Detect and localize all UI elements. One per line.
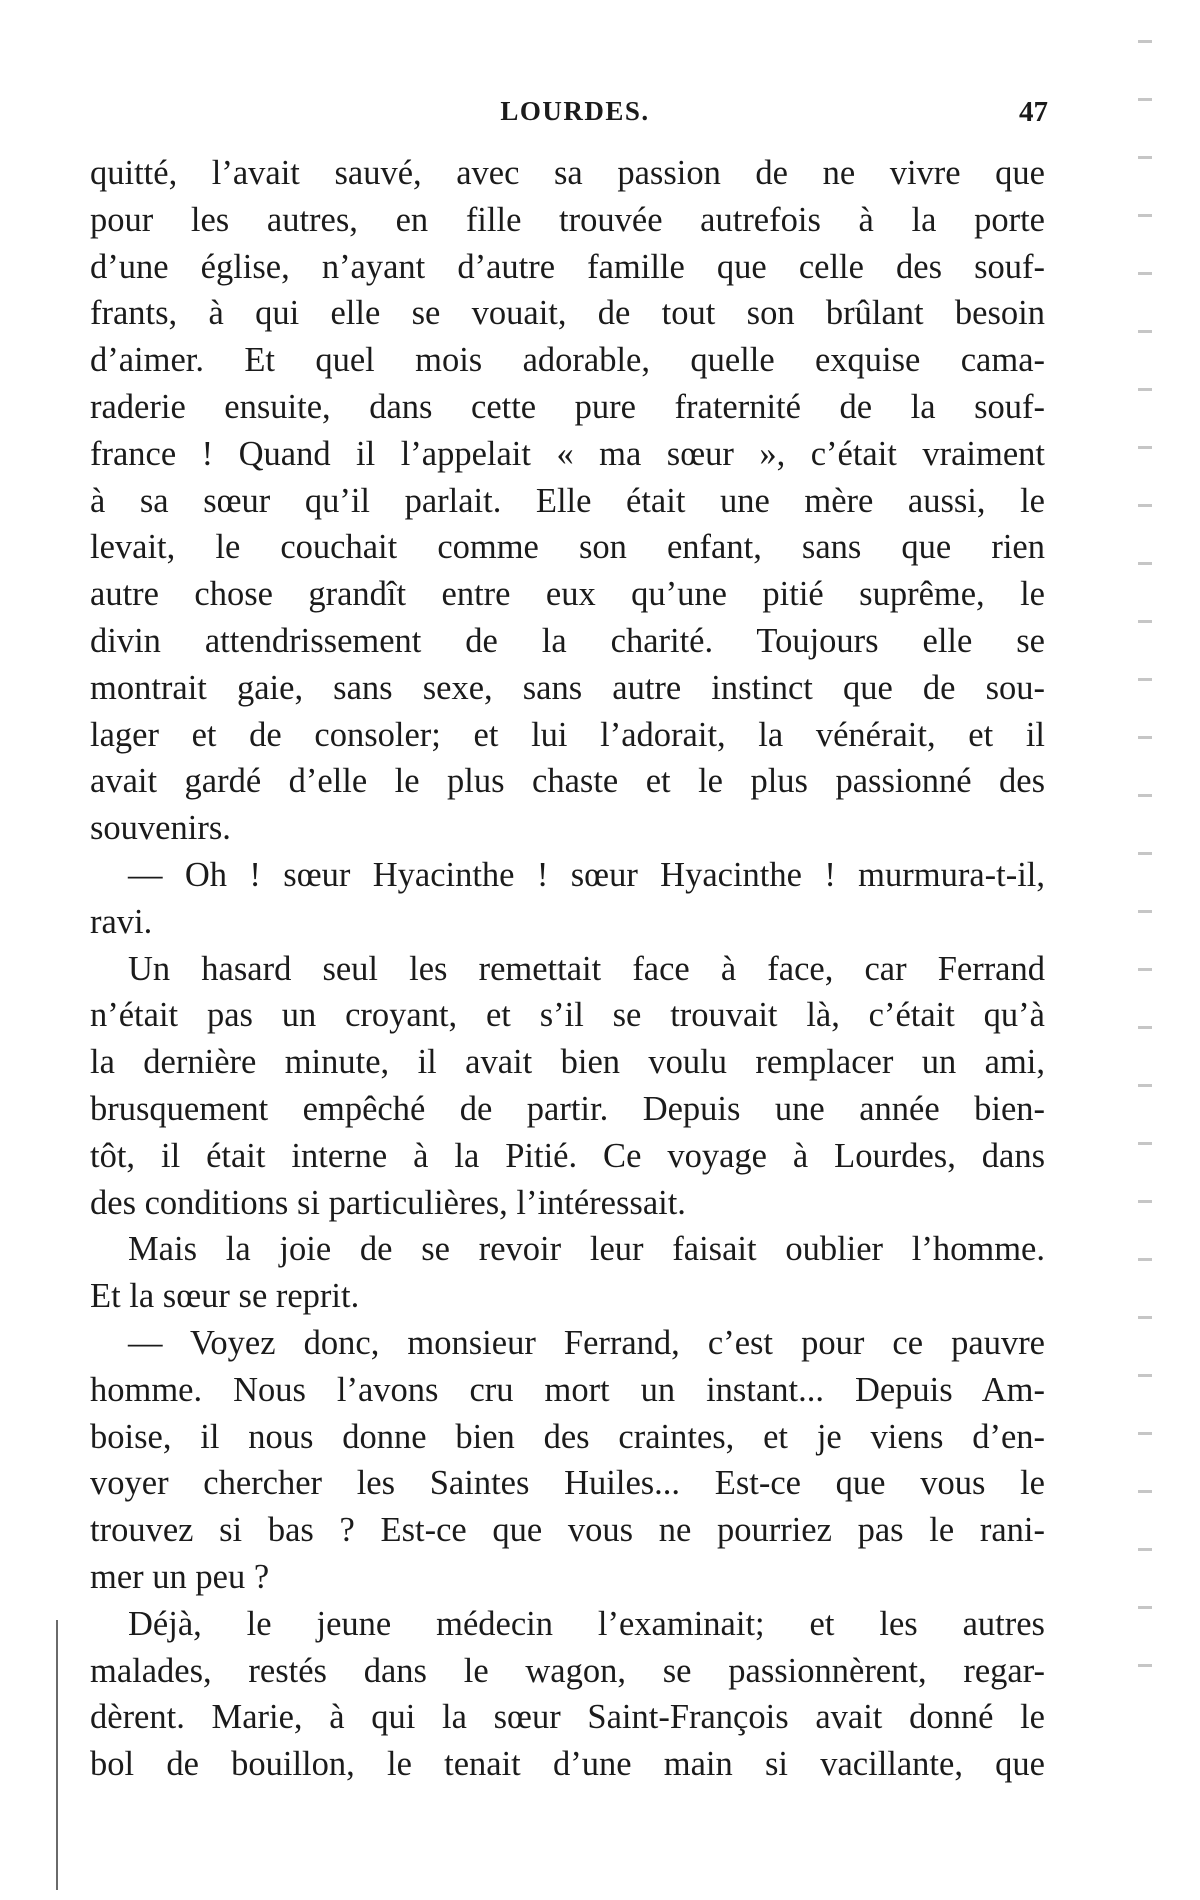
text-line: malades, restés dans le wagon, se passionnèrent, regar-	[90, 1651, 1045, 1690]
text-line: autre chose grandît entre eux qu’une pitié suprême, le	[90, 575, 1045, 614]
text-line: raderie ensuite, dans cette pure fraternité de la souf-	[90, 387, 1045, 426]
text-line: n’était pas un croyant, et s’il se trouvait là, c’était qu’à	[90, 996, 1045, 1035]
text-line: trouvez si bas ? Est-ce que vous ne pourriez pas le rani-	[90, 1511, 1045, 1550]
text-line: d’aimer. Et quel mois adorable, quelle exquise cama-	[90, 341, 1045, 380]
page-number: 47	[1019, 96, 1048, 128]
text-line: montrait gaie, sans sexe, sans autre instinct que de sou-	[90, 668, 1045, 707]
text-line: pour les autres, en fille trouvée autrefois à la porte	[90, 200, 1045, 239]
text-line: dèrent. Marie, à qui la sœur Saint-François avait donné le	[90, 1698, 1045, 1737]
text-line: levait, le couchait comme son enfant, sans que rien	[90, 528, 1045, 567]
paragraph-start-line: Un hasard seul les remettait face à face, car Ferrand	[128, 949, 1045, 988]
paragraph-start-line: Mais la joie de se revoir leur faisait oublier l’homme.	[128, 1230, 1045, 1269]
text-line: quitté, l’avait sauvé, avec sa passion de ne vivre que	[90, 154, 1045, 192]
dialogue-line: — Oh ! sœur Hyacinthe ! sœur Hyacinthe ! murmura-t-il,	[128, 855, 1045, 894]
text-line: voyer chercher les Saintes Huiles... Est-ce que vous le	[90, 1464, 1045, 1503]
text-line: brusquement empêché de partir. Depuis une année bien-	[90, 1089, 1045, 1128]
text-line: ravi.	[90, 902, 153, 941]
scan-gutter-rule	[56, 1620, 58, 1890]
running-title: LOURDES.	[500, 96, 650, 126]
text-line: bol de bouillon, le tenait d’une main si vacillante, que	[90, 1745, 1045, 1784]
text-line: homme. Nous l’avons cru mort un instant... Depuis Am-	[90, 1370, 1045, 1409]
scan-margin-marks	[1138, 40, 1152, 1680]
text-line: souvenirs.	[90, 809, 231, 848]
body-text	[90, 150, 1045, 1788]
dialogue-line: — Voyez donc, monsieur Ferrand, c’est pour ce pauvre	[128, 1323, 1045, 1362]
page-header	[90, 96, 1060, 136]
text-line: lager et de consoler; et lui l’adorait, la vénérait, et il	[90, 715, 1045, 754]
text-line: tôt, il était interne à la Pitié. Ce voyage à Lourdes, dans	[90, 1136, 1045, 1175]
text-line: divin attendrissement de la charité. Toujours elle se	[90, 621, 1045, 660]
text-line: Et la sœur se reprit.	[90, 1277, 360, 1316]
text-line: frants, à qui elle se vouait, de tout son brûlant besoin	[90, 294, 1045, 333]
text-line: d’une église, n’ayant d’autre famille que celle des souf-	[90, 247, 1045, 286]
text-line: à sa sœur qu’il parlait. Elle était une mère aussi, le	[90, 481, 1045, 520]
text-line: avait gardé d’elle le plus chaste et le plus passionné des	[90, 762, 1045, 801]
paragraph-start-line: Déjà, le jeune médecin l’examinait; et les autres	[128, 1604, 1045, 1643]
text-line: des conditions si particulières, l’intéressait.	[90, 1183, 686, 1222]
text-line: la dernière minute, il avait bien voulu remplacer un ami,	[90, 1043, 1045, 1082]
text-line: france ! Quand il l’appelait « ma sœur », c’était vraiment	[90, 434, 1045, 473]
text-line: mer un peu ?	[90, 1557, 270, 1596]
text-line: boise, il nous donne bien des craintes, et je viens d’en-	[90, 1417, 1045, 1456]
